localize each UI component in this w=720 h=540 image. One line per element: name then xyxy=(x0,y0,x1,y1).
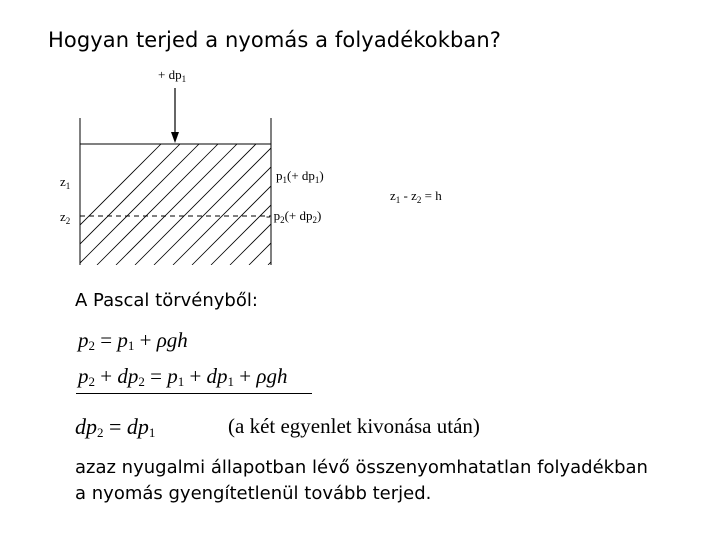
hatch-line xyxy=(268,144,389,265)
hatch-line xyxy=(173,144,294,265)
pascal-law-heading: A Pascal törvényből: xyxy=(75,290,258,311)
hatch-line xyxy=(230,144,351,265)
p2-label: - $p_2(+ dp_2)$ xyxy=(266,208,322,225)
top-force-label: + $dp_1$ xyxy=(158,67,187,84)
fluid-hatching xyxy=(40,144,408,265)
hatch-line xyxy=(78,144,199,265)
conclusion-line-1: azaz nyugalmi állapotban lévő összenyomhatatlan folyadékban xyxy=(75,457,648,478)
subtraction-note: (a két egyenlet kivonása után) xyxy=(228,414,480,438)
hatch-line xyxy=(40,144,161,265)
equation-1: $p_2 = p_1 + \rho gh$ xyxy=(78,328,188,353)
conclusion-text xyxy=(75,455,648,507)
subtraction-line xyxy=(76,393,312,394)
p1-label: $p_1(+ dp_1)$ xyxy=(276,168,324,185)
force-arrow-head xyxy=(171,132,179,143)
z1-label: $z_1$ xyxy=(60,174,71,191)
conclusion-line-2: a nyomás gyengítetlenül tovább terjed. xyxy=(75,483,432,504)
hatch-line xyxy=(192,144,313,265)
hatch-line xyxy=(97,144,218,265)
equation-3: $dp_2 = dp_1$ xyxy=(75,414,156,440)
hatch-line xyxy=(135,144,256,265)
equation-2: $p_2 + dp_2 = p_1 + dp_1 + \rho gh$ xyxy=(78,364,288,389)
hatch-line xyxy=(287,144,408,265)
hatch-line xyxy=(154,144,275,265)
page-title: Hogyan terjed a nyomás a folyadékokban? xyxy=(48,28,502,52)
z2-label: $z_2$ xyxy=(60,209,71,226)
hatch-line xyxy=(116,144,237,265)
hatch-line xyxy=(59,144,180,265)
hatch-line xyxy=(249,144,370,265)
height-relation: $z_1 - z_2 = h$ xyxy=(390,188,442,205)
